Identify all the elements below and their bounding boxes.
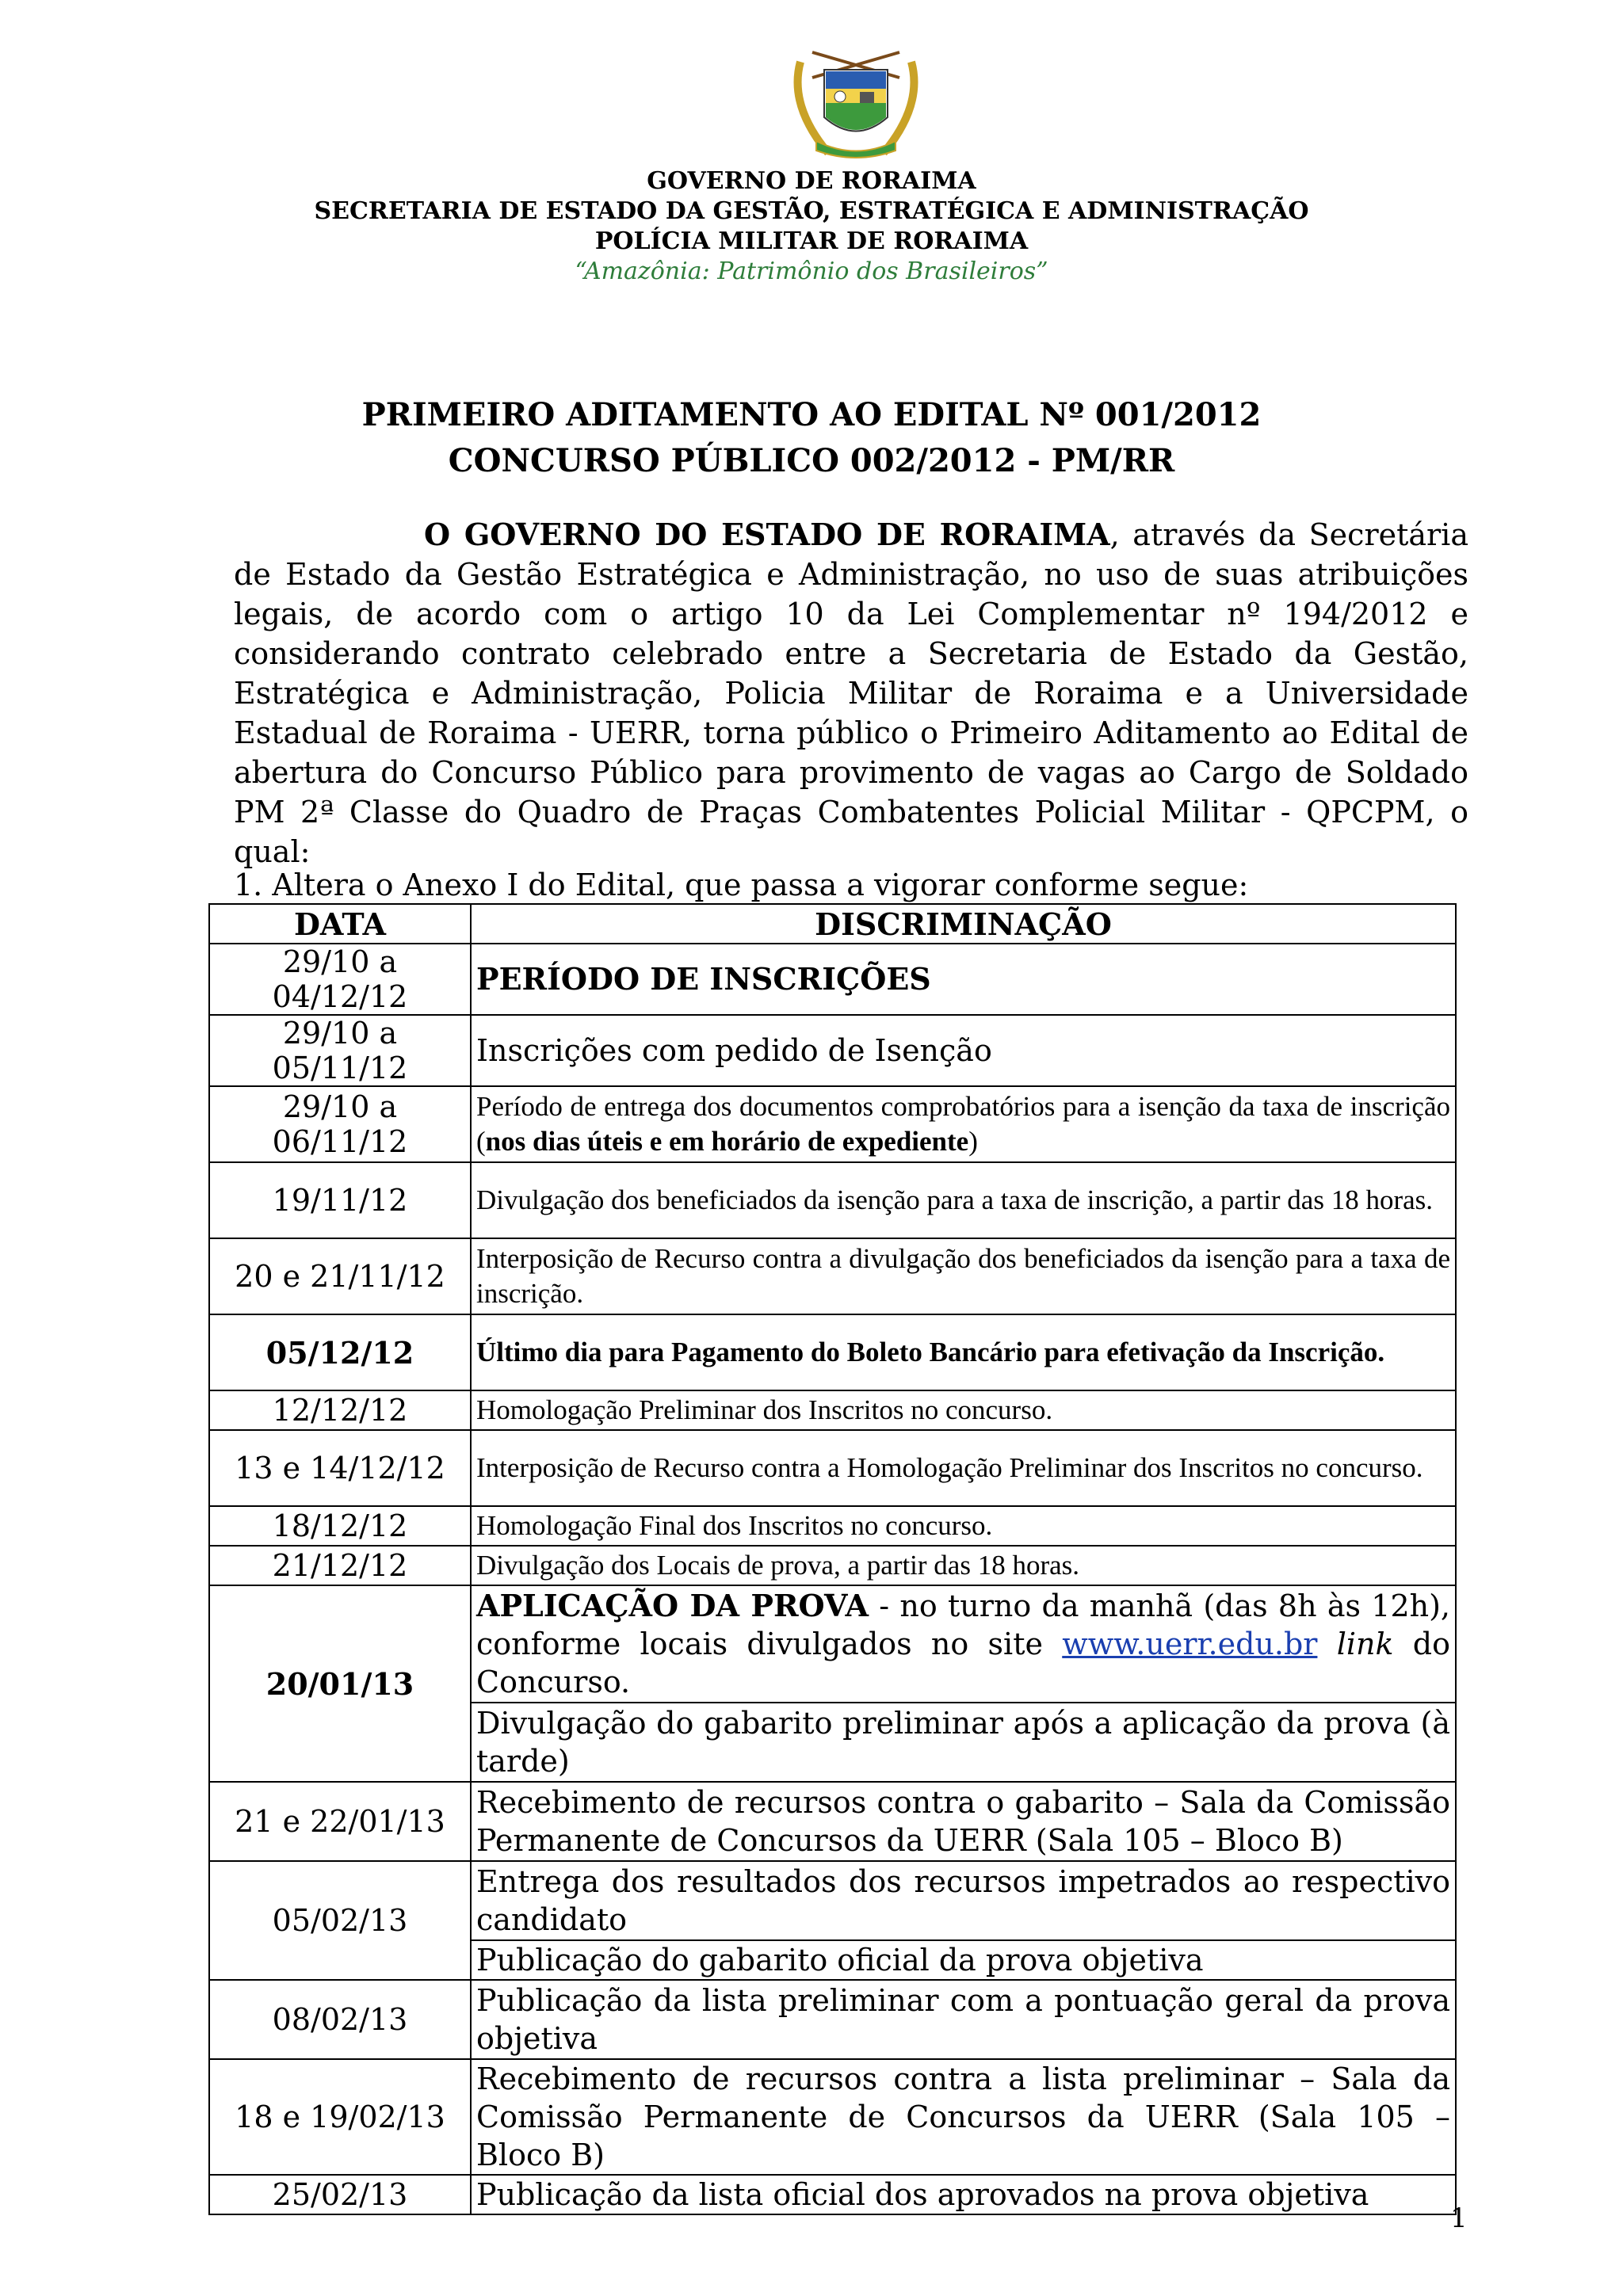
row-date: 29/10 a 06/11/12 [209, 1086, 471, 1162]
row-desc: Publicação da lista preliminar com a pontuação geral da prova objetiva [471, 1980, 1456, 2059]
row-desc-c: ) [968, 1126, 978, 1157]
row-desc: Último dia para Pagamento do Boleto Bancário para efetivação da Inscrição. [471, 1314, 1456, 1390]
table-row [209, 1238, 1456, 1314]
table-row [209, 1390, 1456, 1430]
row-desc: Divulgação dos beneficiados da isenção para a taxa de inscrição, a partir das 18 horas. [471, 1162, 1456, 1238]
table-row [209, 1861, 1456, 1940]
table-header-row [209, 904, 1456, 944]
table-row [209, 1585, 1456, 1703]
row-date: 13 e 14/12/12 [209, 1430, 471, 1506]
row-desc: Homologação Final dos Inscritos no concurso. [471, 1506, 1456, 1546]
row-date: 29/10 a 05/11/12 [209, 1015, 471, 1086]
title-line-2: CONCURSO PÚBLICO 002/2012 - PM/RR [448, 442, 1175, 479]
row-desc-link-word: link [1336, 1627, 1394, 1661]
table-row [209, 1314, 1456, 1390]
row-date: 20/01/13 [209, 1585, 471, 1782]
row-date: 21 e 22/01/13 [209, 1782, 471, 1861]
table-row [209, 1015, 1456, 1086]
header [0, 166, 1623, 287]
table-row [209, 1506, 1456, 1546]
row-date: 18/12/12 [209, 1506, 471, 1546]
row-desc: PERÍODO DE INSCRIÇÕES [471, 944, 1456, 1015]
row-date: 21/12/12 [209, 1546, 471, 1585]
row-date: 12/12/12 [209, 1390, 471, 1430]
row-desc-a: Período de entrega dos documentos comprobatórios para a isenção da taxa de inscrição ( [476, 1091, 1450, 1157]
row-desc [471, 1585, 1456, 1703]
row-desc: Divulgação do gabarito preliminar após a aplicação da prova (à tarde) [471, 1703, 1456, 1782]
table-row [209, 1162, 1456, 1238]
intro-lead: O GOVERNO DO ESTADO DE RORAIMA [424, 517, 1110, 552]
row-date: 19/11/12 [209, 1162, 471, 1238]
row-desc: Interposição de Recurso contra a divulgação dos beneficiados da isenção para a taxa de inscrição. [471, 1238, 1456, 1314]
table-row [209, 1086, 1456, 1162]
row-date: 25/02/13 [209, 2175, 471, 2214]
row-desc: Entrega dos resultados dos recursos impetrados ao respectivo candidato [471, 1861, 1456, 1940]
row-desc: Divulgação dos Locais de prova, a partir das 18 horas. [471, 1546, 1456, 1585]
row-date: 18 e 19/02/13 [209, 2059, 471, 2175]
row-date: 05/02/13 [209, 1861, 471, 1980]
header-police: POLÍCIA MILITAR DE RORAIMA [594, 227, 1029, 255]
item-1: 1. Altera o Anexo I do Edital, que passa a vigorar conforme segue: [234, 868, 1249, 902]
row-desc-lead: APLICAÇÃO DA PROVA [476, 1588, 869, 1623]
state-crest-icon [785, 46, 927, 165]
schedule-table [208, 903, 1457, 2215]
intro-text: , através da Secretária de Estado da Gestão Estratégica e Administração, no uso de suas atribuições legais, de acordo com o artigo 10 da Lei Complementar nº 194/2012 e considerando contrato celebrado entre a Secretaria de Estado da Gestão, Estratégica e Administração, Policia Militar de Roraima e a Universidade Estadual de Roraima - UERR, torna público o Primeiro Aditamento ao Edital de abertura do Concurso Público para provimento de vagas ao Cargo de Soldado PM 2ª Classe do Quadro de Praças Combatentes Policial Militar - QPCPM, o qual: [234, 517, 1468, 869]
title-line-1: PRIMEIRO ADITAMENTO AO EDITAL Nº 001/2012 [361, 396, 1262, 433]
header-secretariat: SECRETARIA DE ESTADO DA GESTÃO, ESTRATÉGICA E ADMINISTRAÇÃO [314, 197, 1309, 225]
table-row [209, 2175, 1456, 2214]
table-row [209, 1430, 1456, 1506]
uerr-site-link[interactable]: www.uerr.edu.br [1062, 1627, 1318, 1661]
row-desc: Recebimento de recursos contra a lista preliminar – Sala da Comissão Permanente de Concursos da UERR (Sala 105 – Bloco B) [471, 2059, 1456, 2175]
document-title [0, 392, 1623, 484]
row-desc: Recebimento de recursos contra o gabarito – Sala da Comissão Permanente de Concursos da UERR (Sala 105 – Bloco B) [471, 1782, 1456, 1861]
row-desc: Publicação do gabarito oficial da prova objetiva [471, 1940, 1456, 1980]
table-row [209, 1980, 1456, 2059]
page-number: 1 [1450, 2203, 1468, 2234]
intro-paragraph [234, 515, 1468, 871]
col-header-date: DATA [209, 904, 471, 944]
col-header-desc: DISCRIMINAÇÃO [471, 904, 1456, 944]
header-motto: “Amazônia: Patrimônio dos Brasileiros” [575, 257, 1048, 285]
row-date: 05/12/12 [209, 1314, 471, 1390]
row-desc [471, 1086, 1456, 1162]
row-date: 08/02/13 [209, 1980, 471, 2059]
row-desc: Inscrições com pedido de Isenção [471, 1015, 1456, 1086]
row-desc: Publicação da lista oficial dos aprovados na prova objetiva [471, 2175, 1456, 2214]
row-desc-mid: - no turno da manhã (das 8h às 12h), conforme locais divulgados no site [476, 1589, 1451, 1661]
row-desc: Interposição de Recurso contra a Homologação Preliminar dos Inscritos no concurso. [471, 1430, 1456, 1506]
header-government: GOVERNO DE RORAIMA [647, 167, 976, 195]
table-row [209, 1546, 1456, 1585]
row-desc-end: do Concurso. [476, 1627, 1450, 1699]
row-desc: Homologação Preliminar dos Inscritos no concurso. [471, 1390, 1456, 1430]
table-row [209, 944, 1456, 1015]
row-date: 29/10 a 04/12/12 [209, 944, 471, 1015]
row-desc-bold: nos dias úteis e em horário de expediente [485, 1126, 969, 1157]
row-date: 20 e 21/11/12 [209, 1238, 471, 1314]
table-row [209, 1782, 1456, 1861]
table-row [209, 2059, 1456, 2175]
